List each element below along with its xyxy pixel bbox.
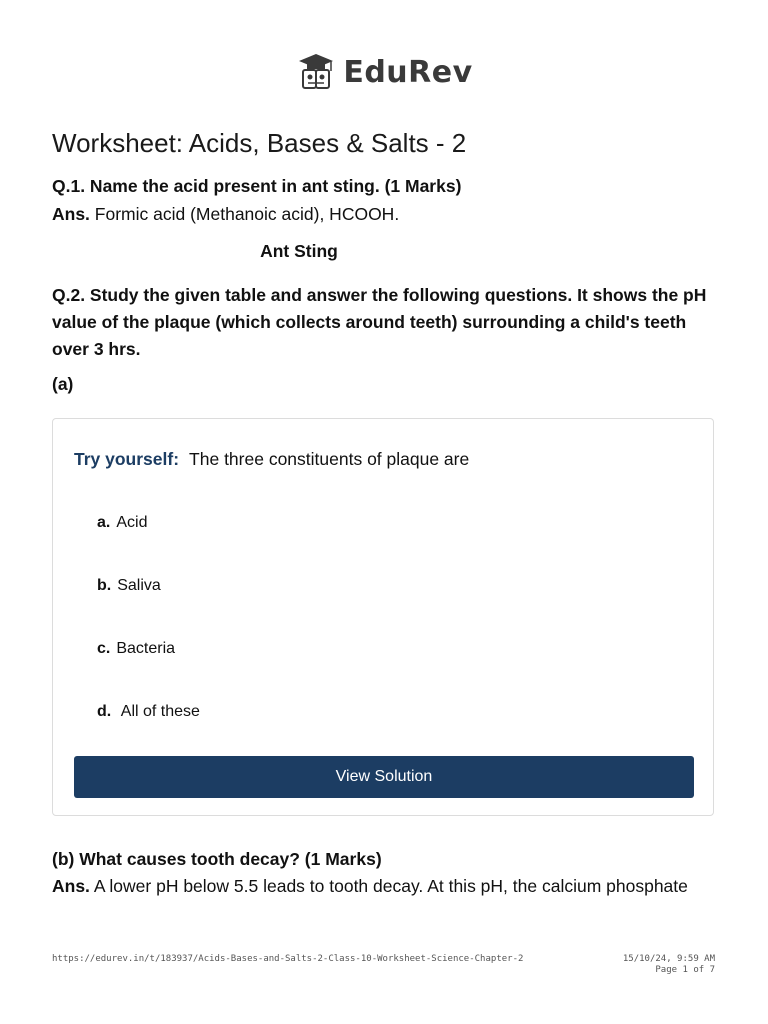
option-b[interactable] xyxy=(97,577,161,595)
image-caption: Ant Sting xyxy=(260,241,338,261)
part-a-label: (a) xyxy=(52,374,74,394)
option-letter: c. xyxy=(97,640,111,657)
edurev-logo[interactable] xyxy=(295,52,472,92)
footer-url[interactable]: https://edurev.in/t/183937/Acids-Bases-and-Salts-2-Class-10-Worksheet-Science-Chapter-2 xyxy=(52,954,524,964)
answer-1 xyxy=(52,204,399,225)
brand-name: EduRev xyxy=(343,54,473,90)
option-text: Saliva xyxy=(117,577,161,594)
option-d[interactable] xyxy=(97,703,200,721)
quiz-question: The three constituents of plaque are xyxy=(189,449,470,469)
option-letter: d. xyxy=(97,703,112,720)
view-solution-button[interactable]: View Solution xyxy=(74,756,694,798)
question-2: Q.2. Study the given table and answer the following questions. It shows the pH value of the plaque (which collects around teeth) surrounding a child's teeth over 3 hrs. xyxy=(52,285,707,359)
question-2b: (b) What causes tooth decay? (1 Marks) xyxy=(52,849,382,869)
option-letter: a. xyxy=(97,514,111,531)
page-number: Page 1 of 7 xyxy=(655,965,715,975)
option-text: Bacteria xyxy=(116,640,176,657)
option-letter: b. xyxy=(97,577,112,594)
option-a[interactable] xyxy=(97,514,147,532)
footer-meta xyxy=(623,954,715,976)
answer-2b-text: A lower pH below 5.5 leads to tooth decay. At this pH, the calcium phosphate xyxy=(89,876,688,896)
answer-2b xyxy=(52,876,688,897)
answer-label: Ans. xyxy=(52,204,90,224)
answer-1-text: Formic acid (Methanoic acid), HCOOH. xyxy=(89,204,400,224)
header xyxy=(0,52,768,92)
try-yourself-prompt xyxy=(74,449,469,470)
graduation-cap-book-icon xyxy=(295,52,337,92)
answer-label: Ans. xyxy=(52,876,90,896)
question-1: Q.1. Name the acid present in ant sting. (1 Marks) xyxy=(52,176,462,196)
try-yourself-label: Try yourself: xyxy=(74,449,180,469)
option-c[interactable] xyxy=(97,640,175,658)
option-text: Acid xyxy=(116,514,148,531)
try-yourself-card xyxy=(52,418,714,816)
footer-timestamp: 15/10/24, 9:59 AM xyxy=(622,954,715,964)
option-text: All of these xyxy=(117,703,200,720)
page-title: Worksheet: Acids, Bases & Salts - 2 xyxy=(52,128,467,158)
